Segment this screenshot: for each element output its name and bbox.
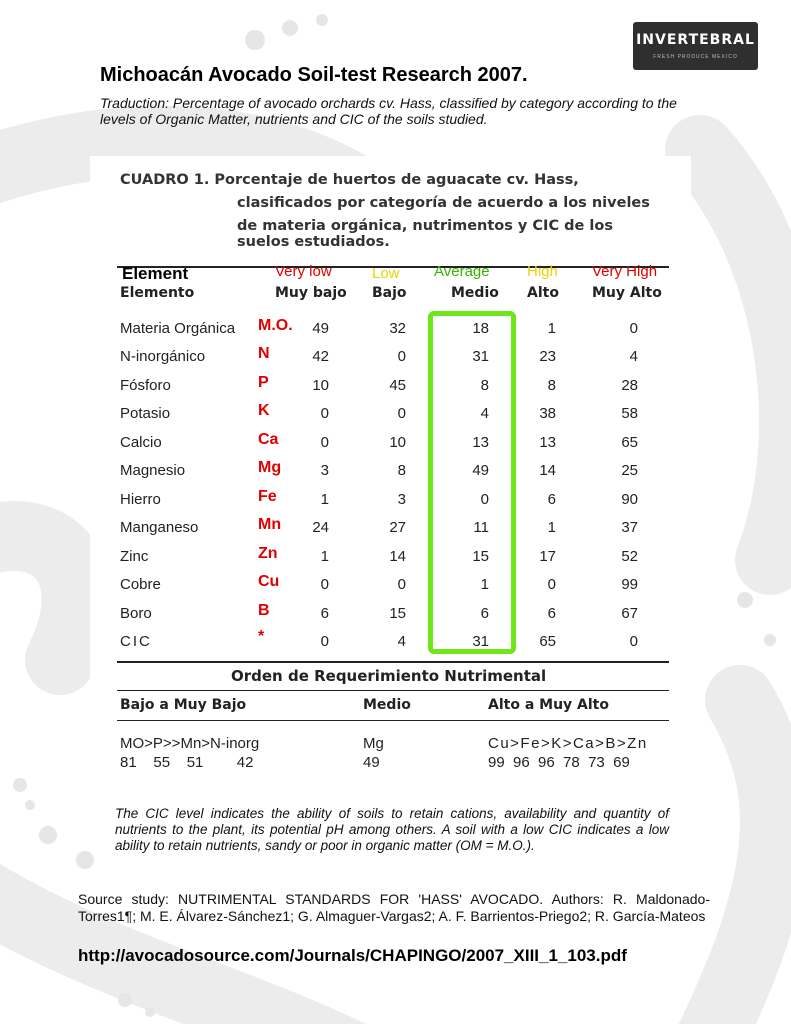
order-col1-header: Bajo a Muy Bajo: [120, 697, 247, 713]
cell-low: 3: [397, 491, 406, 508]
cell-average: 49: [472, 462, 489, 479]
cell-very-low: 0: [320, 576, 329, 593]
traduction-text: Traduction: Percentage of avocado orchards cv. Hass, classified by category according to the levels of Organic Matter, nutrients and CIC of the soils studied.: [100, 95, 677, 127]
row-name: Calcio: [120, 434, 162, 451]
cell-very-low: 24: [312, 519, 329, 536]
row-symbol: P: [258, 374, 269, 391]
cell-high: 6: [547, 605, 556, 622]
cell-very-low: 42: [312, 348, 329, 365]
row-name: Fósforo: [120, 377, 171, 394]
cell-very-high: 58: [621, 405, 638, 422]
cell-high: 6: [547, 491, 556, 508]
caption-line-1: CUADRO 1. Porcentaje de huertos de aguacate cv. Hass,: [120, 172, 579, 188]
row-symbol: N: [258, 345, 270, 362]
cell-high: 23: [539, 348, 556, 365]
cell-very-high: 52: [621, 548, 638, 565]
source-study: Source study: NUTRIMENTAL STANDARDS FOR 'HASS' AVOCADO. Authors: R. Maldonado-Torres1¶; M. E. Álvarez-Sánchez1; G. Almaguer-Vargas2; A. F. Barrientos-Priego2; R. García-Mateos: [78, 891, 710, 924]
cell-average: 13: [472, 434, 489, 451]
cell-high: 17: [539, 548, 556, 565]
cell-very-low: 49: [312, 320, 329, 337]
header-es-very-high: Muy Alto: [592, 285, 662, 301]
header-en-very-high: Very High: [592, 263, 658, 280]
row-name: Manganeso: [120, 519, 199, 536]
cell-very-low: 0: [320, 633, 329, 650]
logo-text: INVERTEBRAL: [636, 32, 755, 48]
logo-tagline: FRESH PRODUCE MEXICO: [653, 54, 738, 60]
order-col2-sequence: Mg: [363, 735, 384, 752]
cell-high: 1: [547, 519, 556, 536]
order-mid-rule: [117, 690, 669, 691]
header-en-high: High: [527, 263, 558, 280]
cell-very-low: 0: [320, 405, 329, 422]
cell-very-low: 6: [320, 605, 329, 622]
header-es-high: Alto: [527, 285, 559, 301]
header-en-element: Element: [122, 264, 189, 283]
row-symbol: *: [258, 628, 265, 645]
row-symbol: K: [258, 402, 270, 419]
cell-low: 45: [389, 377, 406, 394]
caption-line-4: suelos estudiados.: [237, 234, 390, 250]
cell-very-high: 99: [621, 576, 638, 593]
order-col3-values: 99 96 96 78 73 69: [488, 754, 630, 771]
cell-very-high: 67: [621, 605, 638, 622]
order-col2-header: Medio: [363, 697, 411, 713]
cell-average: 15: [472, 548, 489, 565]
cell-very-low: 1: [320, 548, 329, 565]
row-symbol: M.O.: [258, 317, 293, 334]
cell-average: 31: [472, 348, 489, 365]
row-symbol: Zn: [258, 545, 278, 562]
order-col2-values: 49: [363, 754, 380, 771]
cell-very-high: 25: [621, 462, 638, 479]
order-col3-sequence: Cu>Fe>K>Ca>B>Zn: [488, 735, 648, 752]
cell-very-low: 3: [320, 462, 329, 479]
cell-very-high: 37: [621, 519, 638, 536]
cell-low: 32: [389, 320, 406, 337]
row-symbol: Ca: [258, 431, 279, 448]
cell-high: 1: [547, 320, 556, 337]
cell-low: 27: [389, 519, 406, 536]
cell-low: 0: [397, 576, 406, 593]
order-col1-sequence: MO>P>>Mn>N-inorg: [120, 735, 260, 752]
row-name: Materia Orgánica: [120, 320, 236, 337]
cell-high: 8: [547, 377, 556, 394]
cell-low: 15: [389, 605, 406, 622]
cell-high: 13: [539, 434, 556, 451]
cell-average: 6: [480, 605, 489, 622]
order-header-rule: [117, 720, 669, 721]
cell-very-low: 1: [320, 491, 329, 508]
caption-line-3: de materia orgánica, nutrimentos y CIC de los: [237, 218, 613, 234]
cell-low: 4: [397, 633, 406, 650]
row-name: Magnesio: [120, 462, 186, 479]
row-name: CIC: [120, 633, 152, 650]
cell-very-high: 0: [629, 633, 638, 650]
cell-very-high: 65: [621, 434, 638, 451]
header-es-very-low: Muy bajo: [275, 285, 347, 301]
order-col3-header: Alto a Muy Alto: [488, 697, 609, 713]
cell-high: 65: [539, 633, 556, 650]
cell-very-high: 90: [621, 491, 638, 508]
average-column-highlight: [428, 311, 516, 654]
order-col1-values: 81 55 51 42: [120, 754, 254, 771]
row-name: Zinc: [120, 548, 149, 565]
header-en-very-low: Very low: [275, 263, 332, 280]
row-name: Cobre: [120, 576, 161, 593]
cell-average: 1: [480, 576, 489, 593]
cell-low: 0: [397, 348, 406, 365]
row-name: Potasio: [120, 405, 171, 422]
row-symbol: B: [258, 602, 270, 619]
row-name: Boro: [120, 605, 152, 622]
row-symbol: Mg: [258, 459, 282, 476]
row-name: N-inorgánico: [120, 348, 206, 365]
row-symbol: Cu: [258, 573, 280, 590]
cell-very-high: 28: [621, 377, 638, 394]
invertebral-logo: [633, 22, 758, 70]
row-symbol: Fe: [258, 488, 277, 505]
cell-average: 0: [480, 491, 489, 508]
order-title: Orden de Requerimiento Nutrimental: [231, 667, 547, 685]
header-en-low: Low: [372, 265, 400, 282]
cell-very-high: 0: [629, 320, 638, 337]
cell-average: 4: [480, 405, 489, 422]
cell-very-high: 4: [629, 348, 638, 365]
row-name: Hierro: [120, 491, 161, 508]
cell-high: 14: [539, 462, 556, 479]
cell-average: 8: [480, 377, 489, 394]
cell-average: 31: [472, 633, 489, 650]
cell-high: 38: [539, 405, 556, 422]
page-title: Michoacán Avocado Soil-test Research 2007.: [100, 64, 528, 86]
cell-low: 14: [389, 548, 406, 565]
header-en-average: Average: [434, 263, 490, 280]
cic-note: The CIC level indicates the ability of soils to retain cations, availability and quantity of nutrients to the plant, its potential pH among others. A soil with a low CIC indicates a low ability to retain nutrients, sandy or poor in organic matter (OM = M.O.).: [115, 806, 669, 853]
source-url-link[interactable]: http://avocadosource.com/Journals/CHAPINGO/2007_XIII_1_103.pdf: [78, 946, 627, 965]
cell-average: 18: [472, 320, 489, 337]
header-es-average: Medio: [451, 285, 499, 301]
header-es-low: Bajo: [372, 285, 407, 301]
cell-high: 0: [547, 576, 556, 593]
cell-low: 0: [397, 405, 406, 422]
cell-low: 8: [397, 462, 406, 479]
cell-low: 10: [389, 434, 406, 451]
cell-very-low: 10: [312, 377, 329, 394]
caption-line-2: clasificados por categoría de acuerdo a los niveles: [237, 195, 650, 211]
cell-very-low: 0: [320, 434, 329, 451]
row-symbol: Mn: [258, 516, 282, 533]
cell-average: 11: [473, 519, 489, 536]
header-es-element: Elemento: [120, 285, 195, 301]
order-top-rule: [117, 661, 669, 663]
